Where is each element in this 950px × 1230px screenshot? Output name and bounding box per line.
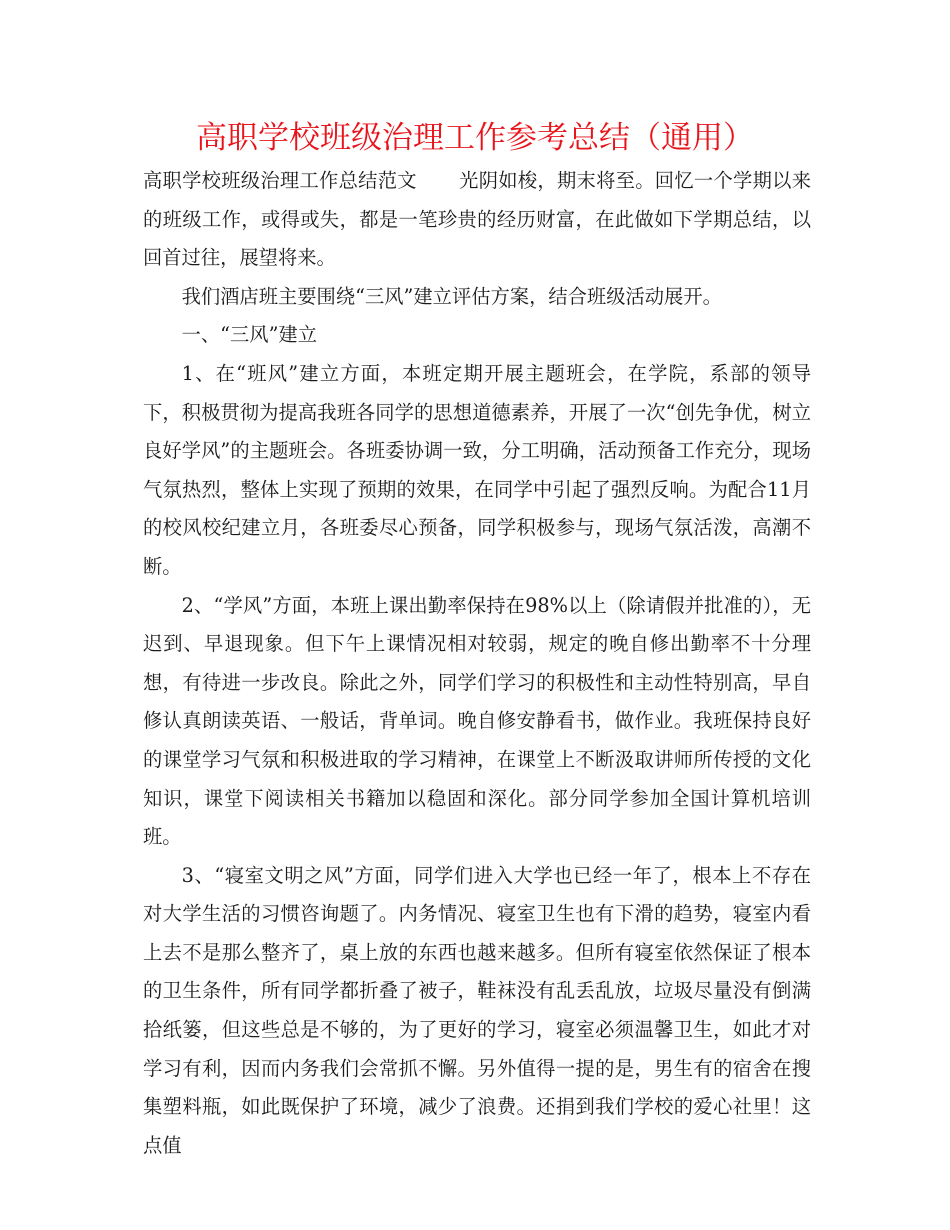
paragraph-dorm-style: 3、“寝室文明之风”方面，同学们进入大学也已经一年了，根本上不存在对大学生活的习惯咨询题了。内务情况、寝室卫生也有下滑的趋势，寝室内看上去不是那么整齐了，桌上放的东西也越来越多。但所有寝室依然保证了根本的卫生条件，所有同学都折叠了被子，鞋袜没有乱丢乱放，垃圾尽量没有倒满拾纸篓，但这些总是不够的，为了更好的学习，寝室必须温馨卫生，如此才对学习有利，因而内务我们会常抓不懈。另外值得一提的是，男生有的宿舍在搜集塑料瓶，如此既保护了环境，减少了浪费。还捐到我们学校的爱心社里！这点值: [143, 863, 811, 1157]
paragraph-class-style: 1、在“班风”建立方面，本班定期开展主题班会，在学院，系部的领导下，积极贯彻为提高我班各同学的思想道德素养，开展了一次“创先争优，树立良好学风”的主题班会。各班委协调一致，分工明确，活动预备工作充分，现场气氛热烈，整体上实现了预期的效果，在同学中引起了强烈反响。为配合11月的校风校纪建立月，各班委尽心预备，同学积极参与，现场气氛活泼，高潮不断。: [143, 361, 811, 578]
section-heading-three-styles: 一、“三风”建立: [181, 323, 317, 347]
intro-paragraph: [143, 162, 811, 278]
document-body: [143, 162, 811, 1165]
document-title: 高职学校班级治理工作参考总结（通用）: [196, 120, 754, 156]
paragraph-study-style: 2、“学风”方面，本班上课出勤率保持在98%以上（除请假并批准的），无迟到、早退现象。但下午上课情况相对较弱，规定的晚自修出勤率不十分理想，有待进一步改良。除此之外，同学们学习的积极性和主动性特别高，早自修认真朗读英语、一般话，背单词。晚自修安静看书，做作业。我班保持良好的课堂学习气氛和积极进取的学习精神，在课堂上不断汲取讲师所传授的文化知识，课堂下阅读相关书籍加以稳固和深化。部分同学参加全国计算机培训班。: [143, 593, 811, 849]
paragraph-overview: 我们酒店班主要围绕“三风”建立评估方案，结合班级活动展开。: [181, 284, 722, 308]
intro-label: 高职学校班级治理工作总结范文: [143, 169, 417, 192]
intro-text: 光阴如梭，期末将至。回忆一个学期以来的班级工作，或得或失，都是一笔珍贵的经历财富，在此做如下学期总结，以回首过往，展望将来。: [143, 169, 811, 270]
